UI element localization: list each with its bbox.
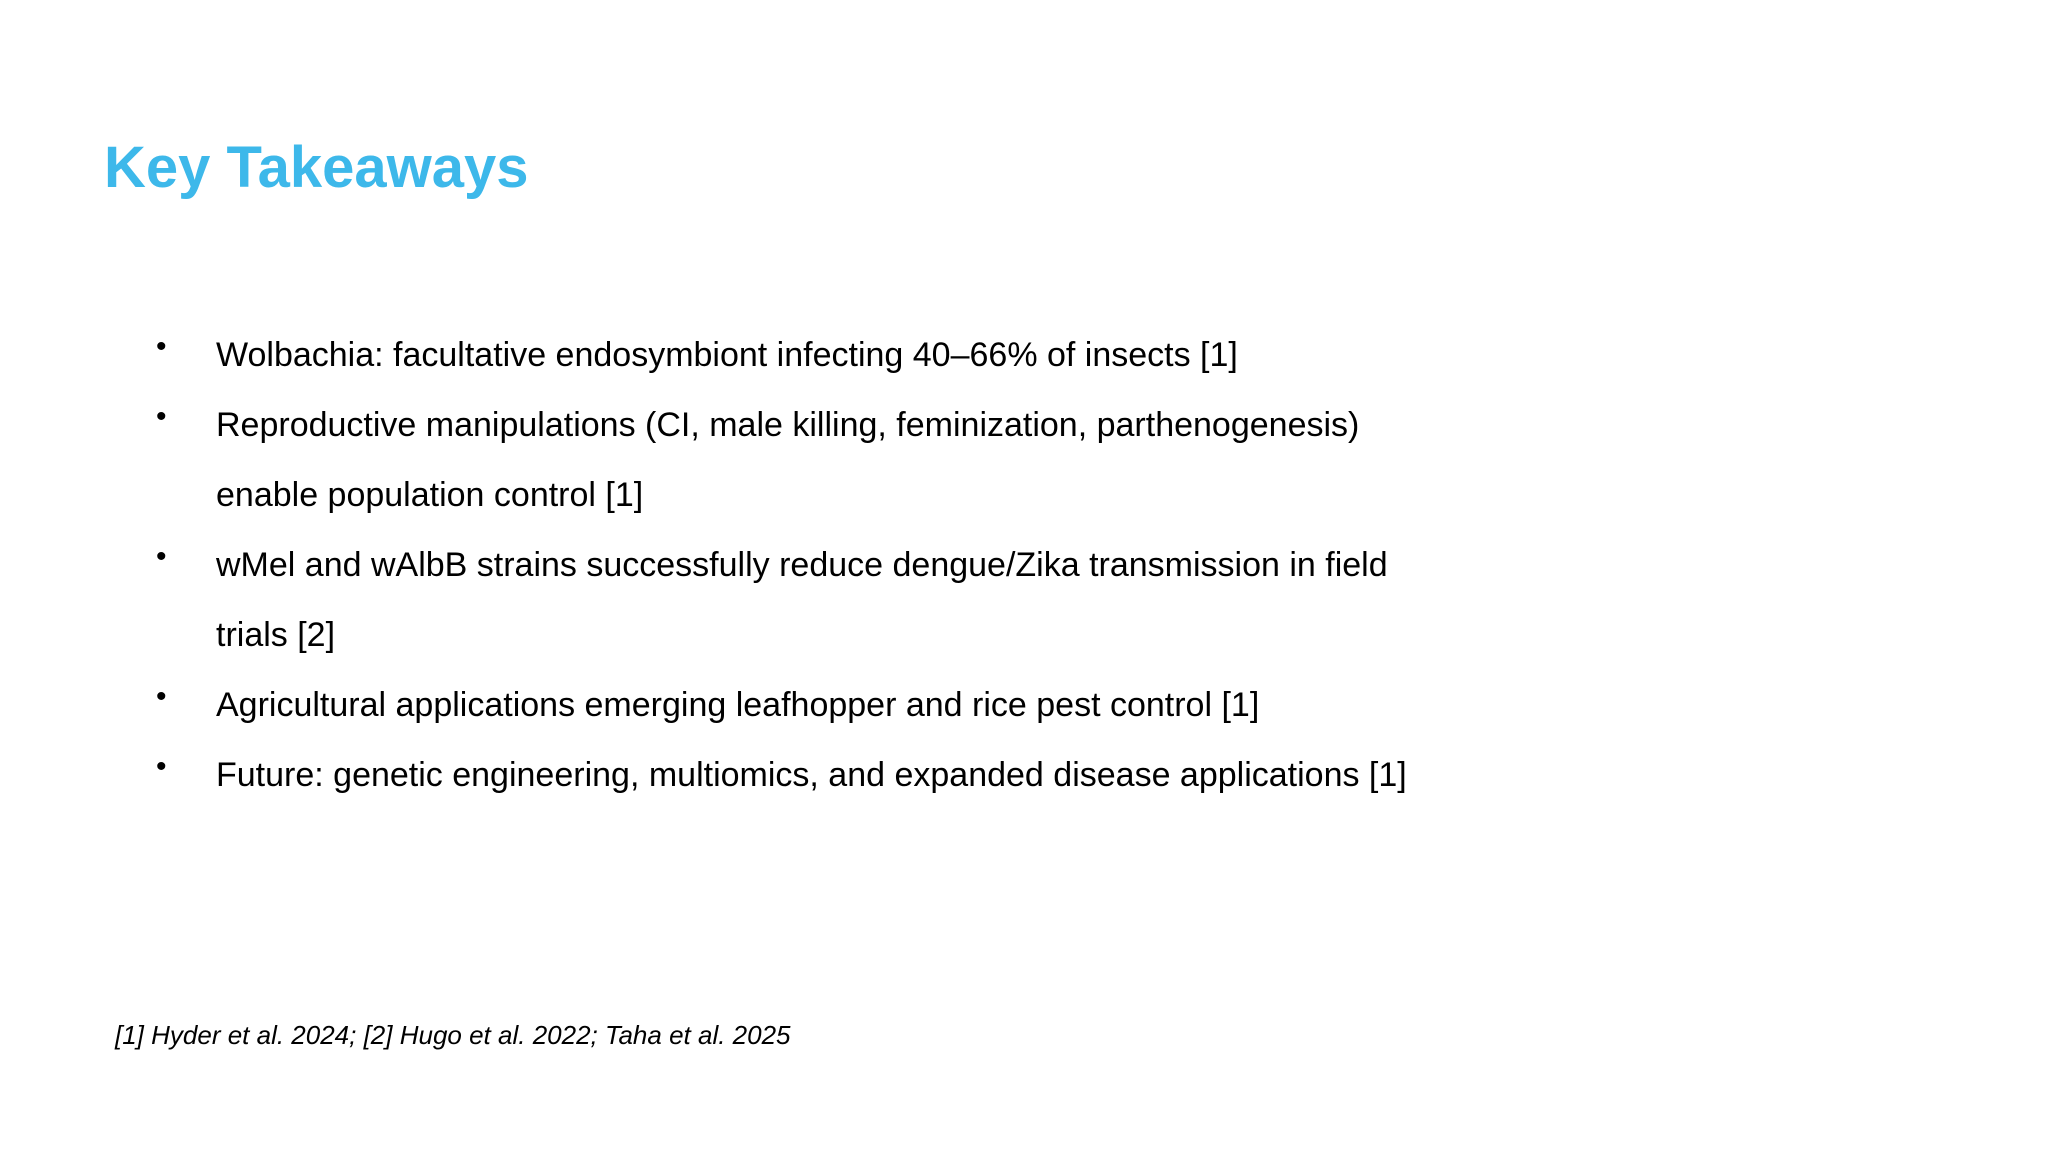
bullet-item [156, 670, 1456, 740]
bullet-text: Agricultural applications emerging leafhopper and rice pest control [1] [216, 686, 1260, 724]
bullet-icon: • [156, 540, 167, 573]
bullet-text: Future: genetic engineering, multiomics, and expanded disease applications [1] [216, 756, 1407, 794]
bullet-icon: • [156, 400, 167, 433]
bullet-item [156, 390, 1456, 530]
bullet-text: Reproductive manipulations (CI, male killing, feminization, parthenogenesis) enable population control [1] [216, 406, 1360, 514]
bullet-item [156, 530, 1456, 670]
bullet-text: wMel and wAlbB strains successfully reduce dengue/Zika transmission in field trials [2] [216, 546, 1388, 654]
bullet-item [156, 320, 1456, 390]
bullet-icon: • [156, 330, 167, 363]
bullet-item [156, 740, 1456, 810]
footnote-citations: [1] Hyder et al. 2024; [2] Hugo et al. 2022; Taha et al. 2025 [115, 1020, 791, 1050]
bullet-icon: • [156, 680, 167, 713]
slide-title: Key Takeaways [104, 135, 529, 200]
bullet-text: Wolbachia: facultative endosymbiont infecting 40–66% of insects [1] [216, 336, 1238, 374]
bullet-list [156, 320, 1456, 810]
bullet-icon: • [156, 750, 167, 783]
